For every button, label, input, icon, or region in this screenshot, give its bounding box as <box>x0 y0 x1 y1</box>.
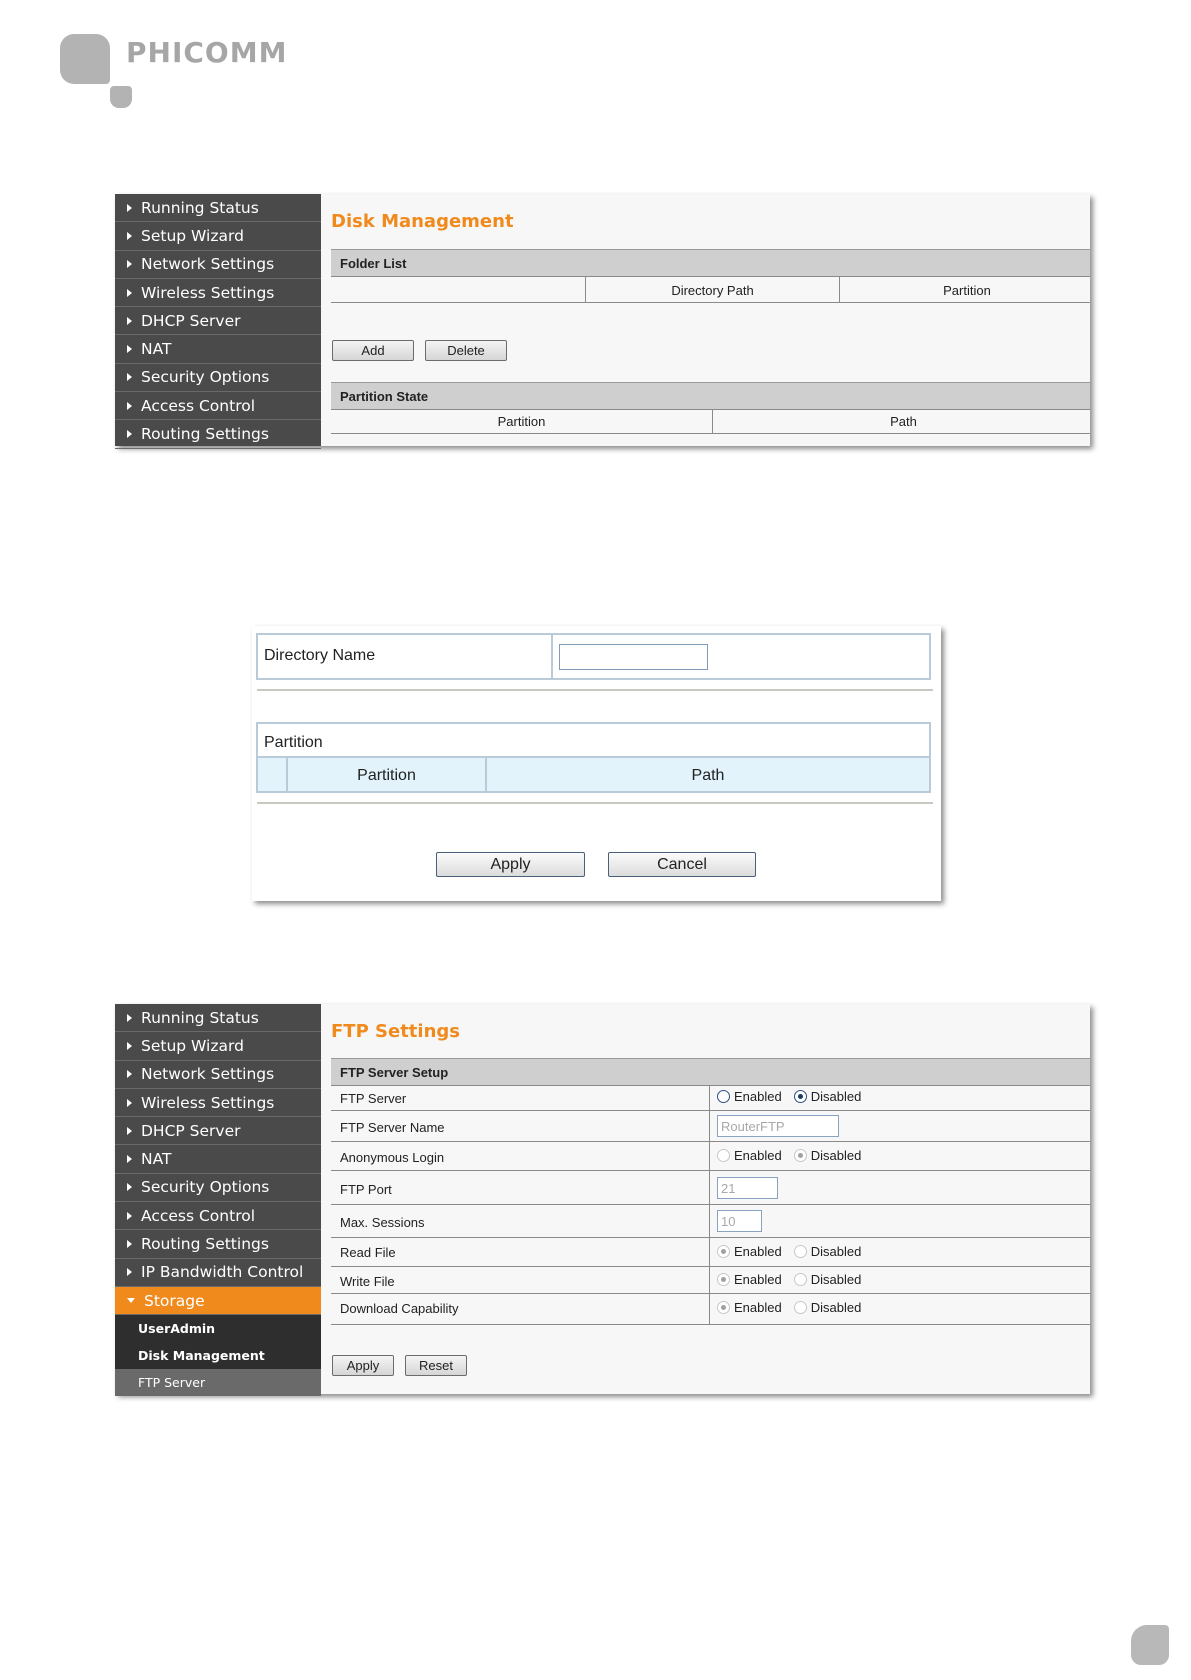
sidebar-item-label: Storage <box>144 1291 205 1310</box>
disk-management-panel <box>115 194 1090 446</box>
caret-right-icon <box>127 1014 132 1022</box>
divider <box>331 302 1090 303</box>
read-file-enabled-radio[interactable] <box>717 1245 730 1258</box>
add-button[interactable]: Add <box>332 340 414 361</box>
divider <box>331 276 1090 277</box>
apply-button[interactable]: Apply <box>436 852 585 877</box>
caret-right-icon <box>127 317 132 325</box>
option-label: Disabled <box>810 1300 862 1315</box>
option-label: Disabled <box>810 1244 862 1259</box>
ftp-server-label: FTP Server <box>340 1091 407 1106</box>
cancel-button[interactable]: Cancel <box>608 852 756 877</box>
sidebar-item-label: Wireless Settings <box>141 283 275 302</box>
download-capability-options <box>717 1300 873 1315</box>
sidebar-item-network-settings[interactable] <box>115 1061 321 1089</box>
page-title: FTP Settings <box>331 1021 460 1042</box>
caret-right-icon <box>127 204 132 212</box>
main-content <box>331 1004 1090 1394</box>
column-header-partition: Partition <box>943 283 991 298</box>
anonymous-login-options <box>717 1148 873 1163</box>
sidebar-item-routing-settings[interactable] <box>115 420 321 448</box>
caret-right-icon <box>127 430 132 438</box>
phicomm-logo <box>60 34 360 114</box>
option-label: Disabled <box>810 1148 862 1163</box>
caret-right-icon <box>127 373 132 381</box>
sidebar-item-label: Security Options <box>141 1178 270 1197</box>
logo-text: PHICOMM <box>126 36 288 69</box>
ftp-server-name-input[interactable]: RouterFTP <box>717 1115 839 1137</box>
divider <box>331 409 1090 410</box>
sidebar-item-security-options[interactable] <box>115 1174 321 1202</box>
ftp-port-label: FTP Port <box>340 1182 392 1197</box>
column-header-path: Path <box>890 414 917 429</box>
directory-name-input[interactable] <box>559 644 708 670</box>
caret-right-icon <box>127 1155 132 1163</box>
sidebar-item-label: Routing Settings <box>141 425 269 444</box>
write-file-enabled-radio[interactable] <box>717 1273 730 1286</box>
download-capability-label: Download Capability <box>340 1301 459 1316</box>
ftp-settings-panel <box>115 1004 1090 1394</box>
sidebar-item-label: Network Settings <box>141 255 275 274</box>
caret-right-icon <box>127 232 132 240</box>
sidebar-item-wireless-settings[interactable] <box>115 279 321 307</box>
max-sessions-input[interactable]: 10 <box>717 1210 762 1232</box>
download-enabled-radio[interactable] <box>717 1301 730 1314</box>
main-content <box>331 194 1090 446</box>
download-disabled-radio[interactable] <box>794 1301 807 1314</box>
write-file-label: Write File <box>340 1274 395 1289</box>
sidebar-item-dhcp-server[interactable] <box>115 307 321 335</box>
sidebar-item-routing-settings[interactable] <box>115 1230 321 1258</box>
directory-name-label: Directory Name <box>264 647 376 664</box>
max-sessions-cell <box>717 1210 762 1232</box>
write-file-row <box>331 1267 1090 1294</box>
caret-right-icon <box>127 289 132 297</box>
divider <box>257 689 933 691</box>
sidebar-item-label: Running Status <box>141 198 259 217</box>
divider <box>551 635 553 678</box>
logo-mark-dot-icon <box>110 86 132 108</box>
ftp-server-enabled-radio[interactable] <box>717 1090 730 1103</box>
anonymous-login-row <box>331 1142 1090 1171</box>
divider <box>257 802 933 804</box>
reset-button[interactable]: Reset <box>405 1355 467 1376</box>
sidebar-item-label: Access Control <box>141 396 256 415</box>
option-label: Enabled <box>734 1300 782 1315</box>
apply-button[interactable]: Apply <box>332 1355 394 1376</box>
partition-label: Partition <box>264 734 323 751</box>
read-file-disabled-radio[interactable] <box>794 1245 807 1258</box>
sidebar-item-label: Setup Wizard <box>141 1036 244 1055</box>
sidebar-item-setup-wizard[interactable] <box>115 1032 321 1060</box>
write-file-disabled-radio[interactable] <box>794 1273 807 1286</box>
read-file-row <box>331 1238 1090 1267</box>
ftp-server-setup-header: FTP Server Setup <box>331 1058 1090 1085</box>
sidebar-item-nat[interactable] <box>115 335 321 363</box>
anonymous-enabled-radio[interactable] <box>717 1149 730 1162</box>
sidebar-item-setup-wizard[interactable] <box>115 222 321 250</box>
anonymous-login-label: Anonymous Login <box>340 1150 445 1165</box>
sidebar-item-nat[interactable] <box>115 1145 321 1173</box>
sidebar-item-wireless-settings[interactable] <box>115 1089 321 1117</box>
option-label: Disabled <box>810 1089 862 1104</box>
divider <box>331 433 1090 434</box>
caret-right-icon <box>127 260 132 268</box>
column-header-partition: Partition <box>497 414 546 429</box>
option-label: Enabled <box>734 1244 782 1259</box>
sidebar-item-label: NAT <box>141 340 172 359</box>
sidebar-subitem-disk-management[interactable]: Disk Management <box>115 1342 321 1369</box>
column-header-directory-path: Directory Path <box>671 283 754 298</box>
ftp-server-row <box>331 1085 1090 1111</box>
add-directory-dialog <box>252 626 941 901</box>
caret-right-icon <box>127 1042 132 1050</box>
anonymous-disabled-radio[interactable] <box>794 1149 807 1162</box>
sidebar-item-label: DHCP Server <box>141 1121 241 1140</box>
download-capability-row <box>331 1294 1090 1325</box>
max-sessions-label: Max. Sessions <box>340 1215 425 1230</box>
option-label: Disabled <box>810 1272 862 1287</box>
caret-right-icon <box>127 1183 132 1191</box>
sidebar-item-label: Security Options <box>141 368 270 387</box>
option-label: Enabled <box>734 1148 782 1163</box>
caret-right-icon <box>127 1070 132 1078</box>
partition-state-header: Partition State <box>331 382 1090 409</box>
caret-right-icon <box>127 1127 132 1135</box>
ftp-server-name-cell <box>717 1115 839 1137</box>
ftp-port-input[interactable]: 21 <box>717 1177 778 1199</box>
sidebar-item-security-options[interactable] <box>115 364 321 392</box>
sidebar-item-ip-bandwidth-control[interactable] <box>115 1259 321 1287</box>
page-title: Disk Management <box>331 211 514 232</box>
caret-right-icon <box>127 345 132 353</box>
ftp-server-disabled-radio[interactable] <box>794 1090 807 1103</box>
sidebar-item-label: Running Status <box>141 1008 259 1027</box>
sidebar-nav <box>115 1004 321 1394</box>
sidebar-item-label: Setup Wizard <box>141 226 244 245</box>
ftp-server-options <box>717 1089 873 1104</box>
delete-button[interactable]: Delete <box>425 340 507 361</box>
max-sessions-row <box>331 1205 1090 1238</box>
sidebar-subitem-ftp-server[interactable]: FTP Server <box>115 1369 321 1396</box>
ftp-port-row <box>331 1171 1090 1205</box>
sidebar-subitem-useradmin[interactable]: UserAdmin <box>115 1315 321 1342</box>
ftp-server-name-row <box>331 1111 1090 1142</box>
ftp-port-cell <box>717 1177 778 1199</box>
folder-list-header: Folder List <box>331 249 1090 276</box>
sidebar-item-label: Network Settings <box>141 1065 275 1084</box>
sidebar-item-access-control[interactable] <box>115 1202 321 1230</box>
read-file-options <box>717 1244 873 1259</box>
sidebar-item-dhcp-server[interactable] <box>115 1117 321 1145</box>
caret-right-icon <box>127 1212 132 1220</box>
sidebar-item-network-settings[interactable] <box>115 251 321 279</box>
caret-right-icon <box>127 1240 132 1248</box>
sidebar-item-storage[interactable] <box>115 1287 321 1315</box>
column-header-partition: Partition <box>357 767 416 784</box>
sidebar-item-label: Wireless Settings <box>141 1093 275 1112</box>
option-label: Enabled <box>734 1089 782 1104</box>
sidebar-item-running-status[interactable] <box>115 194 321 222</box>
column-header-path: Path <box>691 767 725 784</box>
sidebar-item-label: Access Control <box>141 1206 256 1225</box>
sidebar-item-label: DHCP Server <box>141 311 241 330</box>
sidebar-item-label: IP Bandwidth Control <box>141 1263 304 1282</box>
logo-mark-icon <box>60 34 110 84</box>
option-label: Enabled <box>734 1272 782 1287</box>
sidebar-nav <box>115 194 321 446</box>
sidebar-item-label: NAT <box>141 1150 172 1169</box>
sidebar-item-running-status[interactable] <box>115 1004 321 1032</box>
read-file-label: Read File <box>340 1245 396 1260</box>
caret-right-icon <box>127 402 132 410</box>
caret-right-icon <box>127 1099 132 1107</box>
sidebar-item-label: Routing Settings <box>141 1235 269 1254</box>
ftp-server-name-label: FTP Server Name <box>340 1120 445 1135</box>
write-file-options <box>717 1272 873 1287</box>
caret-right-icon <box>127 1268 132 1276</box>
caret-down-icon <box>127 1298 135 1303</box>
sidebar-item-access-control[interactable] <box>115 392 321 420</box>
page-corner-icon <box>1131 1625 1169 1665</box>
